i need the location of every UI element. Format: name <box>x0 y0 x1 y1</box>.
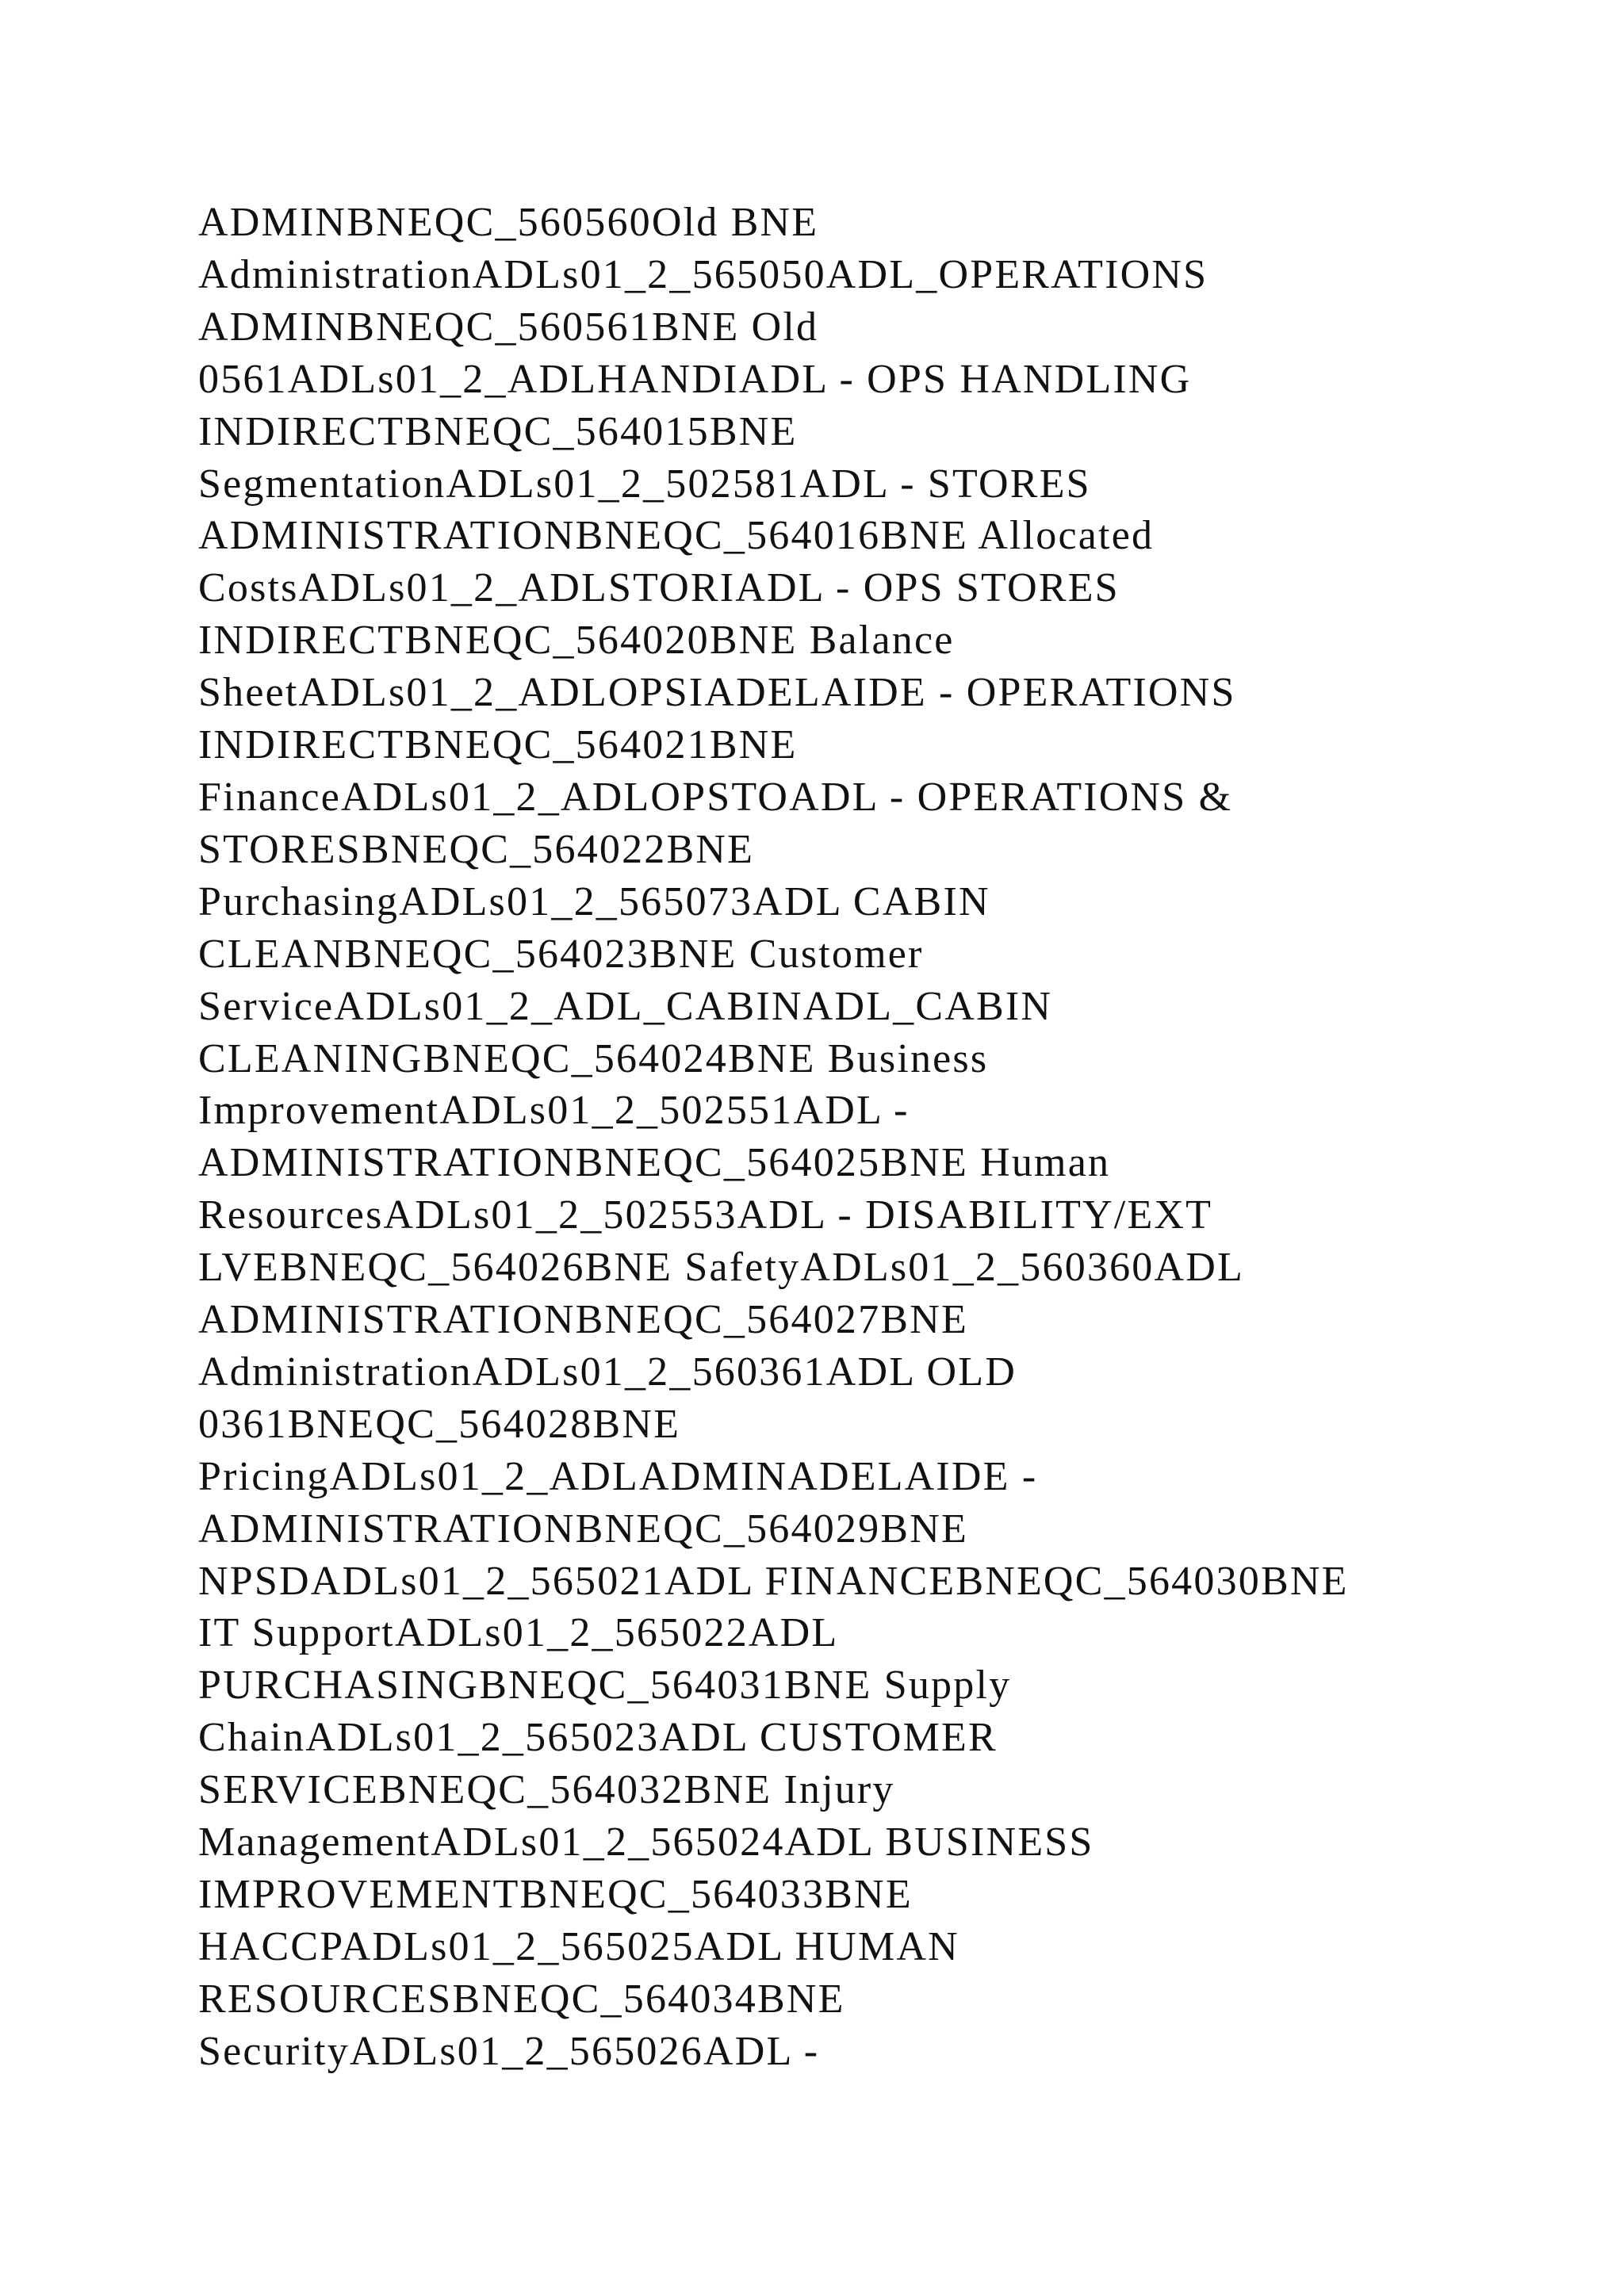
text-line-36: SecurityADLs01_2_565026ADL - <box>198 2028 820 2074</box>
text-line-2: AdministrationADLs01_2_565050ADL_OPERATIONS <box>198 251 1208 297</box>
text-line-9: INDIRECTBNEQC_564020BNE Balance <box>198 618 955 664</box>
text-line-25: PricingADLs01_2_ADLADMINADELAIDE - <box>198 1453 1038 1499</box>
text-line-29: PURCHASINGBNEQC_564031BNE Supply <box>198 1663 1012 1709</box>
text-line-19: ADMINISTRATIONBNEQC_564025BNE Human <box>198 1140 1111 1186</box>
text-line-27: NPSDADLs01_2_565021ADL FINANCEBNEQC_564030BNE <box>198 1558 1349 1604</box>
text-line-16: ServiceADLs01_2_ADL_CABINADL_CABIN <box>198 983 1053 1029</box>
text-line-7: ADMINISTRATIONBNEQC_564016BNE Allocated <box>198 513 1155 559</box>
text-line-35: RESOURCESBNEQC_564034BNE <box>198 1976 845 2022</box>
document-body <box>198 197 1562 2078</box>
text-line-14: PurchasingADLs01_2_565073ADL CABIN <box>198 878 990 924</box>
text-line-1: ADMINBNEQC_560560Old BNE <box>198 200 819 245</box>
text-line-28: IT SupportADLs01_2_565022ADL <box>198 1610 839 1656</box>
text-line-3: ADMINBNEQC_560561BNE Old <box>198 304 819 350</box>
text-line-33: IMPROVEMENTBNEQC_564033BNE <box>198 1872 913 1917</box>
text-line-10: SheetADLs01_2_ADLOPSIADELAIDE - OPERATIONS <box>198 670 1236 716</box>
text-line-6: SegmentationADLs01_2_502581ADL - STORES <box>198 461 1091 507</box>
text-line-24: 0361BNEQC_564028BNE <box>198 1401 681 1447</box>
text-line-21: LVEBNEQC_564026BNE SafetyADLs01_2_560360ADL <box>198 1245 1244 1291</box>
text-line-26: ADMINISTRATIONBNEQC_564029BNE <box>198 1506 968 1552</box>
text-line-32: ManagementADLs01_2_565024ADL BUSINESS <box>198 1820 1094 1866</box>
text-line-18: ImprovementADLs01_2_502551ADL - <box>198 1088 910 1134</box>
text-line-30: ChainADLs01_2_565023ADL CUSTOMER <box>198 1715 998 1761</box>
text-line-13: STORESBNEQC_564022BNE <box>198 826 755 872</box>
text-line-23: AdministrationADLs01_2_560361ADL OLD <box>198 1349 1017 1395</box>
text-line-11: INDIRECTBNEQC_564021BNE <box>198 722 798 768</box>
text-line-17: CLEANINGBNEQC_564024BNE Business <box>198 1035 989 1081</box>
text-line-22: ADMINISTRATIONBNEQC_564027BNE <box>198 1297 968 1343</box>
text-line-12: FinanceADLs01_2_ADLOPSTOADL - OPERATIONS & <box>198 774 1233 820</box>
text-line-5: INDIRECTBNEQC_564015BNE <box>198 408 798 454</box>
text-line-31: SERVICEBNEQC_564032BNE Injury <box>198 1767 895 1813</box>
text-line-15: CLEANBNEQC_564023BNE Customer <box>198 931 924 977</box>
text-line-4: 0561ADLs01_2_ADLHANDIADL - OPS HANDLING <box>198 356 1192 402</box>
text-line-20: ResourcesADLs01_2_502553ADL - DISABILITY/EXT <box>198 1192 1213 1238</box>
text-line-34: HACCPADLs01_2_565025ADL HUMAN <box>198 1923 959 1969</box>
text-line-8: CostsADLs01_2_ADLSTORIADL - OPS STORES <box>198 565 1120 611</box>
